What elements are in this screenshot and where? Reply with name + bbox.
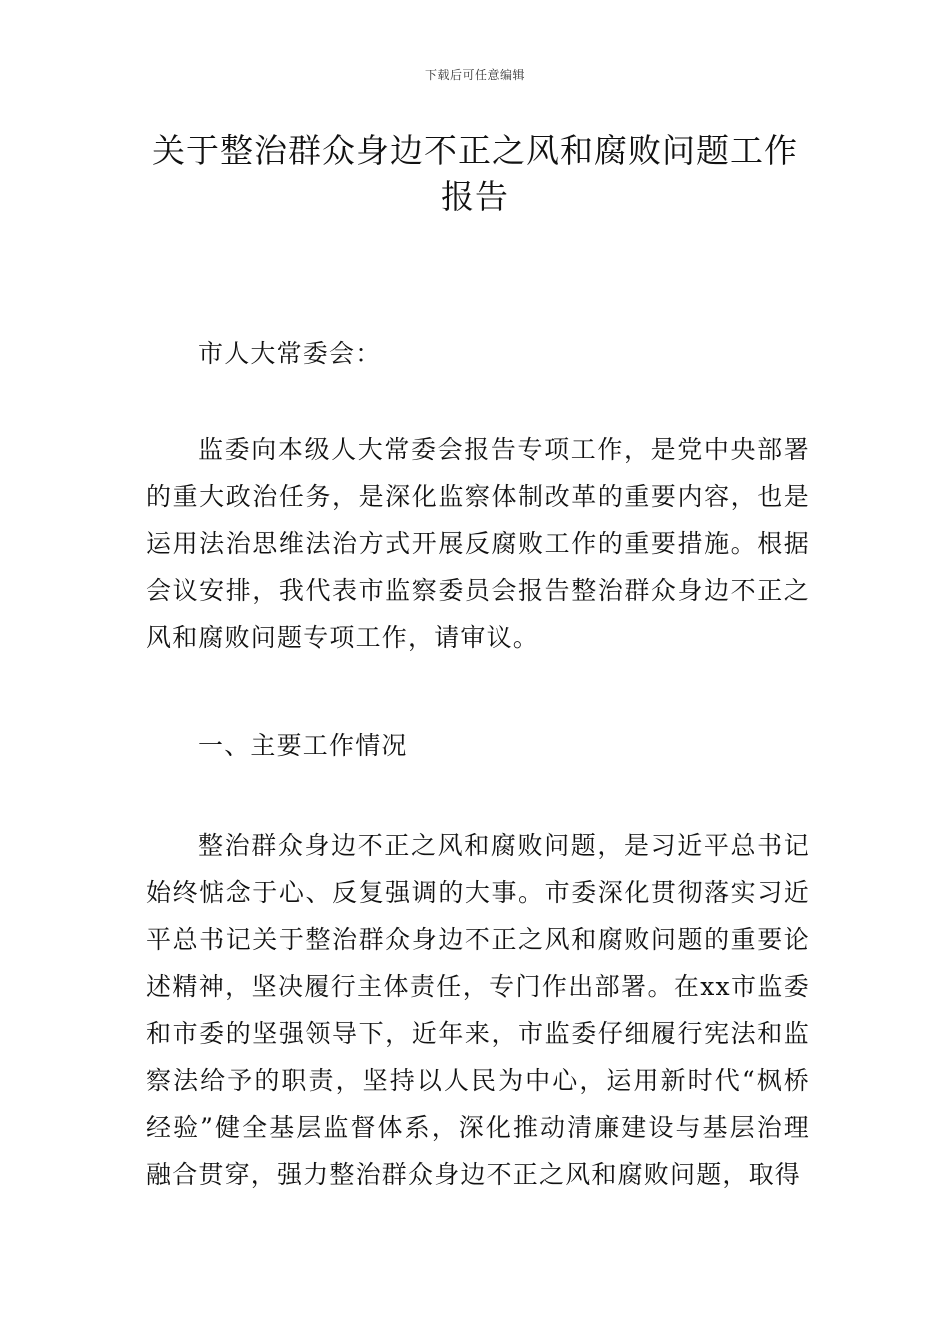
section-heading: 一、主要工作情况 (198, 731, 408, 760)
header-note: 下载后可任意编辑 (424, 68, 525, 82)
paragraph-main-work: 整治群众身边不正之风和腐败问题，是习近平总书记始终惦念于心、反复强调的大事。市委深化贯彻落实习近平总书记关于整治群众身边不正之风和腐败问题的重要论述精神，坚决履行主体责任，专门作出部署。在xx市监委和市委的坚强领导下，近年来，市监委仔细履行宪法和监察法给予的职责，坚持以人民为中心，运用新时代“枫桥经验”健全基层监督体系，深化推动清廉建设与基层治理融合贯穿，强力整治群众身边不正之风和腐败问题，取得 (146, 831, 810, 1189)
document-title: 关于整治群众身边不正之风和腐败问题工作报告 (152, 131, 798, 216)
paragraph-intro: 监委向本级人大常委会报告专项工作，是党中央部署的重大政治任务，是深化监察体制改革的重要内容，也是运用法治思维法治方式开展反腐败工作的重要措施。根据会议安排，我代表市监察委员会报告整治群众身边不正之风和腐败问题专项工作，请审议。 (146, 435, 810, 652)
salutation: 市人大常委会： (198, 339, 382, 368)
